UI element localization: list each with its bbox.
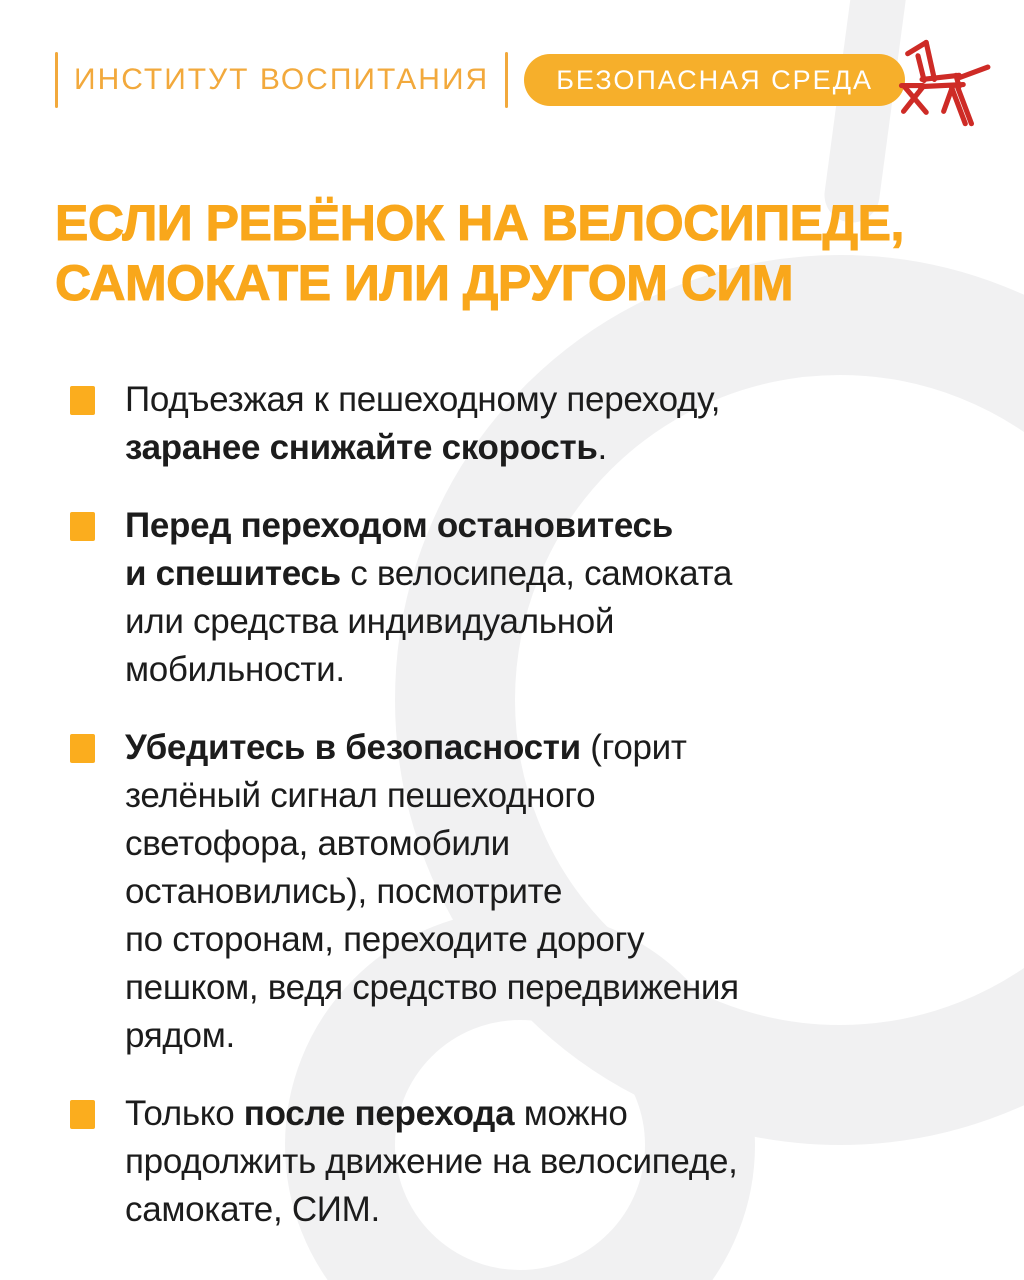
list-item-text: Только после перехода можно продолжить движение на велосипеде, самокате, СИМ. xyxy=(125,1094,738,1229)
divider-bar xyxy=(505,52,508,108)
page-title: ЕСЛИ РЕБЁНОК НА ВЕЛОСИПЕДЕ, САМОКАТЕ ИЛИ ДРУГОМ СИМ xyxy=(55,195,904,311)
list-item-text: Подъезжая к пешеходному переходу, заранее снижайте скорость. xyxy=(125,380,721,467)
divider-bar xyxy=(55,52,58,108)
list-item xyxy=(70,1090,960,1234)
square-bullet-icon xyxy=(70,734,95,763)
list-item xyxy=(70,502,960,694)
bullet-list xyxy=(70,376,960,1234)
header xyxy=(55,52,905,108)
list-item xyxy=(70,724,960,1060)
square-bullet-icon xyxy=(70,1100,95,1129)
stick-horse-logo-icon xyxy=(880,28,995,136)
list-item-text: Убедитесь в безопасности (горит зелёный сигнал пешеходного светофора, автомобили остановились), посмотрите по сторонам, переходите дорогу пешком, ведя средство передвижения рядом. xyxy=(125,728,739,1055)
safe-environment-badge: БЕЗОПАСНАЯ СРЕДА xyxy=(524,54,905,106)
square-bullet-icon xyxy=(70,512,95,541)
brand-name: ИНСТИТУТ ВОСПИТАНИЯ xyxy=(74,63,490,96)
list-item-text: Перед переходом остановитесь и спешитесь с велосипеда, самоката или средства индивидуальной мобильности. xyxy=(125,506,733,689)
list-item xyxy=(70,376,960,472)
square-bullet-icon xyxy=(70,386,95,415)
